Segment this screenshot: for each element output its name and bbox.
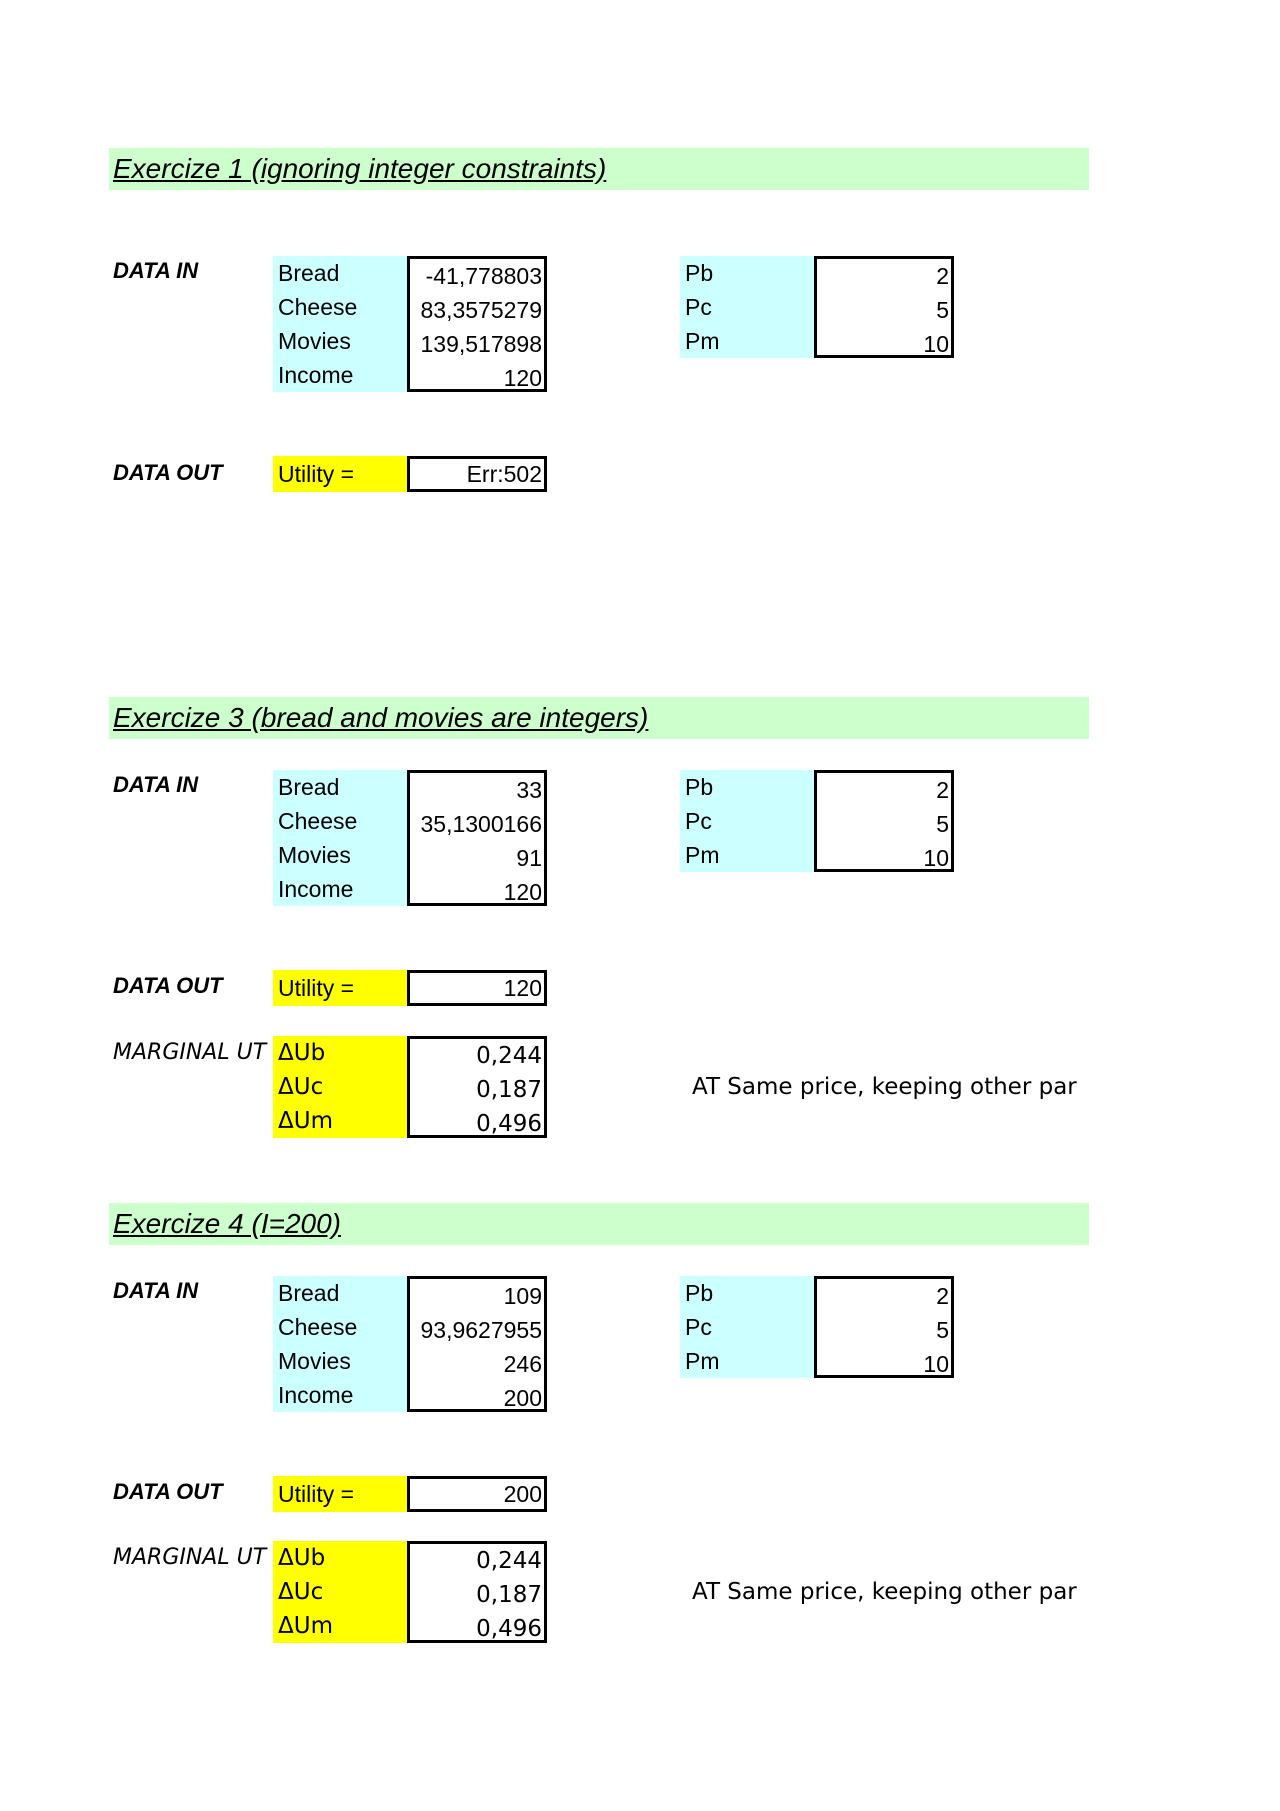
ex3-value-duc[interactable]: 0,187 [476, 1077, 542, 1103]
ex1-value-movies[interactable]: 139,517898 [420, 331, 542, 357]
ex1-value-income[interactable]: 120 [503, 365, 542, 391]
ex1-label-bread: Bread [278, 260, 340, 286]
ex3-label-pm: Pm [685, 842, 720, 868]
ex3-label-pb: Pb [685, 774, 714, 800]
ex4-label-duc: ΔUc [278, 1579, 324, 1605]
ex3-label-bread: Bread [278, 774, 340, 800]
ex4-utility-label: Utility = [273, 1476, 408, 1512]
ex1-value-pb[interactable]: 2 [936, 263, 949, 289]
ex4-goods-values [407, 1276, 547, 1412]
ex4-label-dum: ΔUm [278, 1613, 333, 1639]
ex3-utility-value[interactable]: 120 [407, 970, 547, 1006]
ex4-value-movies[interactable]: 246 [503, 1351, 542, 1377]
ex1-price-labels [680, 256, 815, 358]
ex3-label-cheese: Cheese [278, 808, 358, 834]
ex1-label-pm: Pm [685, 328, 720, 354]
ex3-value-movies[interactable]: 91 [516, 845, 542, 871]
ex4-utility-value[interactable]: 200 [407, 1476, 547, 1512]
ex1-value-bread[interactable]: -41,778803 [425, 263, 542, 289]
exercise-4-title: Exercize 4 (I=200) [113, 1208, 341, 1239]
ex4-value-pm[interactable]: 10 [923, 1351, 949, 1377]
ex3-label-movies: Movies [278, 842, 351, 868]
ex4-label-income: Income [278, 1382, 354, 1408]
ex4-marginal-labels [273, 1541, 408, 1643]
ex4-label-pc: Pc [685, 1314, 712, 1340]
ex4-label-dub: ΔUb [278, 1545, 326, 1571]
ex3-label-duc: ΔUc [278, 1074, 324, 1100]
ex3-label-income: Income [278, 876, 354, 902]
ex3-value-cheese[interactable]: 35,1300166 [420, 811, 542, 837]
ex4-label-bread: Bread [278, 1280, 340, 1306]
ex1-value-cheese[interactable]: 83,3575279 [420, 297, 542, 323]
ex4-price-labels [680, 1276, 815, 1378]
ex1-utility-label: Utility = [273, 456, 408, 492]
ex1-data-out-label: DATA OUT [113, 460, 223, 485]
ex4-data-in-label: DATA IN [113, 1278, 199, 1303]
ex4-price-values [814, 1276, 954, 1378]
ex4-data-out-label: DATA OUT [113, 1479, 223, 1504]
ex4-value-duc[interactable]: 0,187 [476, 1582, 542, 1608]
ex1-data-in-label: DATA IN [113, 258, 199, 283]
ex1-label-pb: Pb [685, 260, 714, 286]
ex4-value-pc[interactable]: 5 [936, 1317, 949, 1343]
ex1-label-income: Income [278, 362, 354, 388]
ex3-price-labels [680, 770, 815, 872]
ex4-value-dum[interactable]: 0,496 [476, 1616, 542, 1642]
ex4-label-cheese: Cheese [278, 1314, 358, 1340]
ex4-label-pm: Pm [685, 1348, 720, 1374]
ex3-value-pc[interactable]: 5 [936, 811, 949, 837]
ex3-value-dub[interactable]: 0,244 [476, 1043, 542, 1069]
ex3-value-pm[interactable]: 10 [923, 845, 949, 871]
ex3-label-pc: Pc [685, 808, 712, 834]
ex4-value-cheese[interactable]: 93,9627955 [420, 1317, 542, 1343]
ex3-value-dum[interactable]: 0,496 [476, 1111, 542, 1137]
exercise-4-header [109, 1203, 1089, 1245]
ex4-value-pb[interactable]: 2 [936, 1283, 949, 1309]
exercise-3-title: Exercize 3 (bread and movies are integers) [113, 702, 649, 733]
ex1-price-values [814, 256, 954, 358]
ex1-goods-values [407, 256, 547, 392]
ex3-goods-values [407, 770, 547, 906]
ex3-label-dum: ΔUm [278, 1108, 333, 1134]
ex3-utility-label: Utility = [273, 970, 408, 1006]
ex3-data-in-label: DATA IN [113, 772, 199, 797]
ex3-value-pb[interactable]: 2 [936, 777, 949, 803]
exercise-3-header [109, 697, 1089, 739]
ex3-goods-labels [273, 770, 408, 906]
ex3-marginal-label: MARGINAL UT [113, 1040, 267, 1065]
ex4-value-dub[interactable]: 0,244 [476, 1548, 542, 1574]
ex4-value-income[interactable]: 200 [503, 1385, 542, 1411]
ex1-label-cheese: Cheese [278, 294, 358, 320]
ex4-goods-labels [273, 1276, 408, 1412]
ex1-value-pm[interactable]: 10 [923, 331, 949, 357]
ex4-marginal-values [407, 1541, 547, 1643]
exercise-1-header [109, 148, 1089, 190]
ex4-label-movies: Movies [278, 1348, 351, 1374]
ex1-utility-value[interactable]: Err:502 [407, 456, 547, 492]
exercise-1-title: Exercize 1 (ignoring integer constraints) [113, 153, 607, 184]
ex4-marginal-label: MARGINAL UT [113, 1545, 267, 1570]
ex1-label-pc: Pc [685, 294, 712, 320]
ex1-label-movies: Movies [278, 328, 351, 354]
ex1-value-pc[interactable]: 5 [936, 297, 949, 323]
ex4-label-pb: Pb [685, 1280, 714, 1306]
ex4-note: AT Same price, keeping other par [692, 1579, 1077, 1605]
ex3-value-income[interactable]: 120 [503, 879, 542, 905]
ex4-value-bread[interactable]: 109 [503, 1283, 542, 1309]
ex3-data-out-label: DATA OUT [113, 973, 223, 998]
ex3-marginal-labels [273, 1036, 408, 1138]
ex3-price-values [814, 770, 954, 872]
ex1-goods-labels [273, 256, 408, 392]
ex3-label-dub: ΔUb [278, 1040, 326, 1066]
ex3-marginal-values [407, 1036, 547, 1138]
ex3-note: AT Same price, keeping other par [692, 1074, 1077, 1100]
ex3-value-bread[interactable]: 33 [516, 777, 542, 803]
